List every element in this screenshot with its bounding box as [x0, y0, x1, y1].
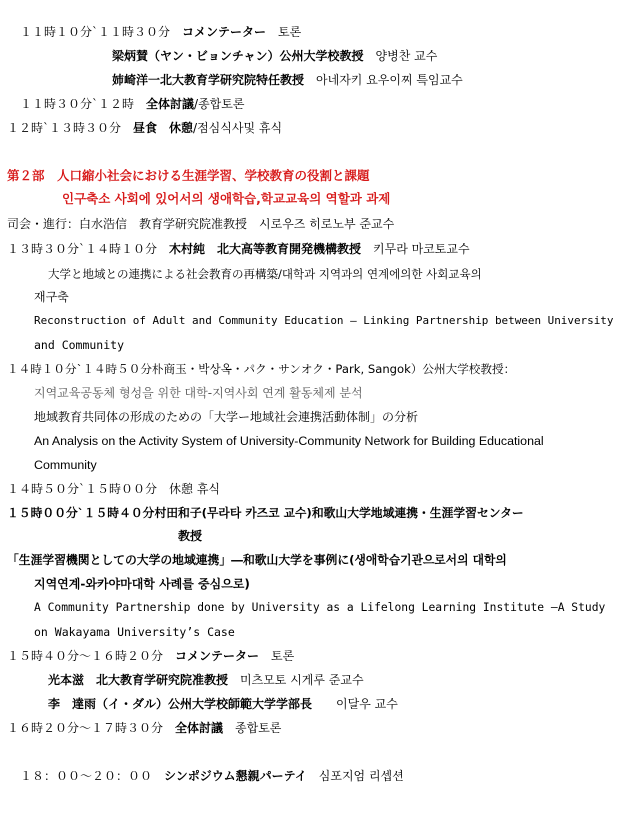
time-range: １１時３０分`１２時 — [20, 97, 135, 111]
speaker-name: 李 達雨（イ・ダル）公州大学校師範大学学部長 — [48, 697, 313, 711]
session-title-ko: 토론 — [271, 649, 295, 663]
talk-title-en: Reconstruction of Adult and Community Education – Linking Partnership between University — [34, 314, 614, 327]
session-title: 昼食 休憩 — [133, 121, 194, 135]
speaker-row — [48, 696, 398, 712]
time-range: １３時３０分`１４時１０分 — [7, 242, 158, 256]
talk-title-cont: 지역연계-와카야마대학 사례를 중심으로) — [34, 577, 250, 591]
time-range: １５時４０分～１６時２０分 — [7, 649, 164, 663]
speaker-name-ko: 미츠모토 시게루 준교수 — [240, 673, 364, 687]
session-row — [7, 120, 282, 136]
session-row — [7, 241, 470, 257]
session-row — [20, 768, 404, 784]
session-title: コメンテーター — [175, 649, 260, 663]
speaker-name: 姉崎洋一北大教育学研究院特任教授 — [112, 73, 305, 87]
time-range: １１時１０分`１１時３０分 — [20, 25, 171, 39]
speaker-name: 木村純 北大高等教育開発機構教授 — [169, 242, 362, 256]
part-heading: 第２部 人口縮小社会における生涯学習、学校教育の役割と課題 — [7, 168, 370, 183]
time-range: １４時５０分`１５時００分 — [7, 482, 158, 496]
part-heading-ko: 인구축소 사회에 있어서의 생애학습,학교교육의 역할과 과제 — [62, 191, 391, 206]
speaker-name: 光本滋 北大教育学研究院准教授 — [48, 673, 229, 687]
session-title-ko: /종합토론 — [194, 97, 245, 111]
talk-title-cont: 재구축 — [34, 290, 69, 304]
talk-title-en-cont: on Wakayama University’s Case — [34, 625, 235, 639]
session-row — [7, 720, 281, 736]
talk-title-en-cont: Community — [34, 458, 97, 472]
time-range: １２時`１３時３０分 — [7, 121, 122, 135]
session-title: 全体討議 — [175, 721, 224, 735]
talk-title-en: An Analysis on the Activity System of University-Community Network for Building Educational — [34, 434, 544, 448]
time-range: １６時２０分～１７時３０分 — [7, 721, 164, 735]
talk-title-ko: 지역교육공동체 형성을 위한 대학-지역사회 연계 활동체제 분석 — [34, 386, 363, 400]
speaker-name-ko: 이달우 교수 — [336, 697, 398, 711]
session-row — [20, 24, 301, 40]
session-row: １４時１０分`１４時５０分朴商玉・박상옥・パク・サンオク・Park, Sangok）公州大学校教授： — [7, 362, 516, 376]
session-row — [20, 96, 244, 112]
speaker-row — [112, 72, 463, 88]
talk-title-en: A Community Partnership done by University as a Lifelong Learning Institute –A Study — [34, 601, 606, 614]
talk-title-en-cont: and Community — [34, 338, 125, 352]
session-title: 全体討議 — [146, 97, 195, 111]
speaker-name-ko: 양병찬 교수 — [375, 49, 438, 63]
moderator-name: 司会・進行：白水浩信 教育学研究院准教授 — [7, 217, 248, 231]
session-row — [7, 648, 294, 664]
speaker-name: 梁炳賛（ヤン・ビョンチャン）公州大学校教授 — [112, 49, 364, 63]
session-title: シンポジウム懇親パーテイ — [164, 769, 307, 783]
session-title-ko: 심포지엄 리셉션 — [318, 769, 404, 783]
session-row: １５時００分`１５時４０分村田和子(무라타 카즈코 교수)和歌山大学地域連携・生涯学習センター — [7, 506, 524, 520]
session-title: 休憩 휴식 — [169, 482, 221, 496]
session-row — [7, 481, 220, 497]
speaker-row — [112, 48, 437, 64]
speaker-name-ko: 아네자키 요우이찌 특임교수 — [316, 73, 463, 87]
session-title-ko: 토론 — [278, 25, 302, 39]
session-title: コメンテーター — [182, 25, 267, 39]
speaker-title-cont: 教授 — [178, 529, 203, 543]
talk-title: 「生涯学習機関としての大学の地域連携」―和歌山大学を事例に(생애학습기관으로서의 대학의 — [7, 553, 507, 567]
speaker-row — [48, 672, 364, 688]
time-range: １８：００～２０：００ — [20, 769, 153, 783]
talk-title: 地域教育共同体の形成のための「大学ー地域社会連携活動体制」の分析 — [34, 410, 419, 424]
session-title-ko: 종합토론 — [235, 721, 282, 735]
moderator-name-ko: 시로우즈 히로노부 준교수 — [259, 217, 395, 231]
session-title-ko: /점심식사및 휴식 — [193, 121, 283, 135]
talk-title: 大学と地域との連携による社会教育の再構築/대학과 지역과의 연계에의한 사회교육의 — [48, 267, 482, 281]
speaker-name-ko: 키무라 마코토교수 — [373, 242, 470, 256]
moderator-row — [7, 216, 394, 232]
